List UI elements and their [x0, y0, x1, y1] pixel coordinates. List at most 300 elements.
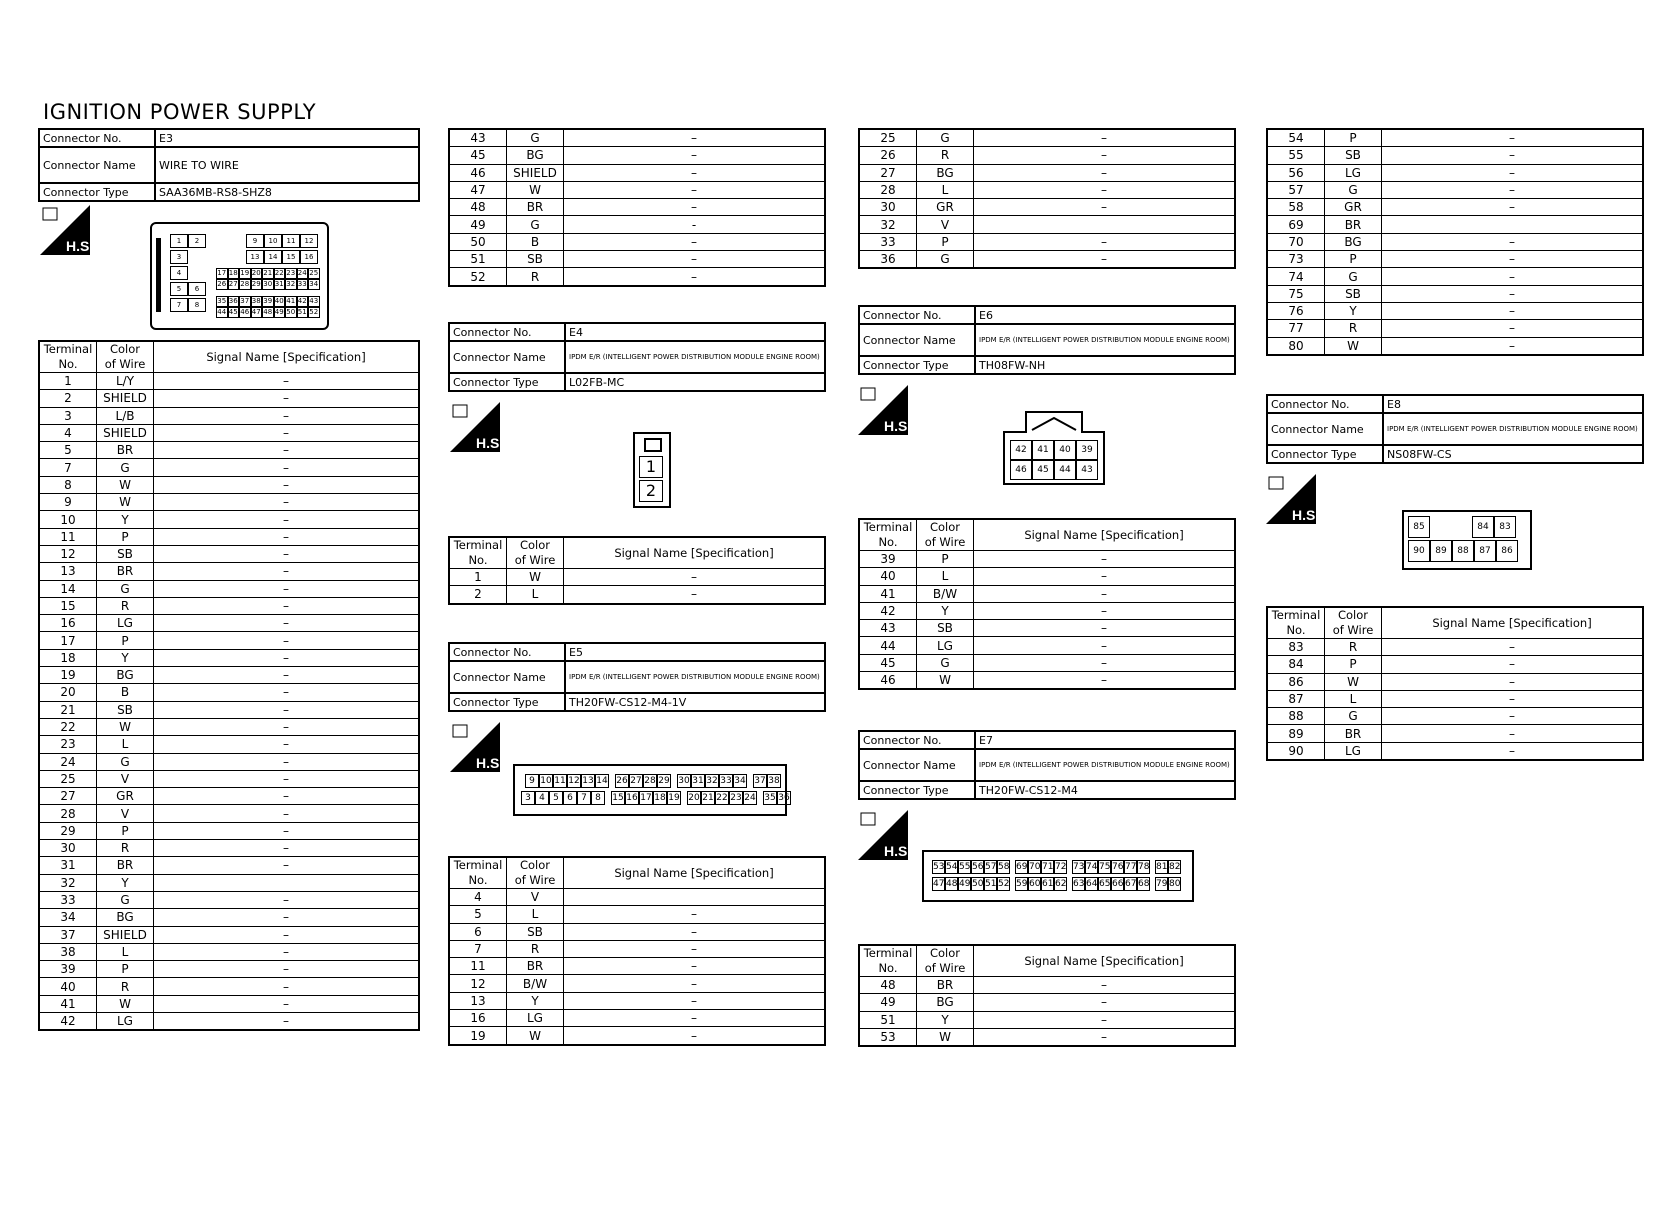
signal-name: –	[1382, 656, 1644, 673]
wire-color: SHIELD	[507, 164, 564, 181]
table-row	[1267, 725, 1643, 742]
table-row	[859, 602, 1235, 619]
connector-type-value: TH20FW-CS12-M4-1V	[565, 693, 825, 711]
harness-side-icon	[450, 722, 504, 772]
pin: 36	[228, 297, 238, 305]
terminal-no: 75	[1267, 285, 1325, 302]
terminal-no: 42	[859, 602, 917, 619]
wire-color: BR	[97, 442, 154, 459]
pin: 77	[1125, 862, 1137, 872]
table-row	[39, 736, 419, 753]
wire-color: R	[1325, 320, 1382, 337]
pin: 33	[720, 776, 732, 786]
pin: 27	[228, 280, 238, 288]
pin: 17	[640, 793, 652, 803]
table-row	[1267, 181, 1643, 198]
pin: 30	[263, 280, 273, 288]
pin: 28	[240, 280, 250, 288]
signal-name: –	[974, 568, 1236, 585]
signal-name: –	[564, 992, 826, 1009]
table-row	[859, 551, 1235, 568]
terminal-no: 5	[449, 906, 507, 923]
signal-name: –	[154, 649, 420, 666]
table-row	[39, 840, 419, 857]
table-row	[859, 164, 1235, 181]
pin: 11	[554, 776, 566, 786]
signal-name	[564, 889, 826, 906]
terminal-table-e4	[448, 536, 826, 605]
pin: 47	[933, 879, 945, 889]
connector-no-value: E3	[155, 129, 419, 147]
table-row	[1267, 164, 1643, 181]
pin: 41	[286, 297, 296, 305]
wire-color: W	[1325, 337, 1382, 355]
header-signal: Signal Name [Specification]	[564, 857, 826, 889]
table-row	[39, 1012, 419, 1030]
pin: 71	[1042, 862, 1054, 872]
pin: 78	[1138, 862, 1150, 872]
pin: 33	[297, 280, 307, 288]
pin: 8	[591, 791, 605, 805]
terminal-no: 21	[39, 701, 97, 718]
signal-name: –	[974, 147, 1236, 164]
connector-no-value: E7	[975, 731, 1235, 749]
pin: 37	[240, 297, 250, 305]
terminal-no: 16	[39, 615, 97, 632]
terminal-no: 10	[39, 511, 97, 528]
pin: 53	[933, 862, 945, 872]
table-row	[39, 770, 419, 787]
header-signal: Signal Name [Specification]	[1382, 607, 1644, 639]
terminal-no: 11	[449, 958, 507, 975]
pin: 38	[768, 776, 780, 786]
table-row	[39, 563, 419, 580]
pin: 28	[644, 776, 656, 786]
terminal-no: 1	[449, 569, 507, 586]
pin: 3	[170, 250, 188, 264]
terminal-no: 33	[859, 233, 917, 250]
pin: 5	[549, 791, 563, 805]
svg-text:H.S.: H.S.	[66, 238, 94, 254]
wire-color: G	[1325, 268, 1382, 285]
table-row	[859, 129, 1235, 147]
pin: 10	[540, 776, 552, 786]
wire-color: W	[97, 718, 154, 735]
table-row	[449, 129, 825, 147]
pin: 20	[251, 269, 261, 277]
table-row	[39, 891, 419, 908]
header-terminal: Terminal No.	[449, 857, 507, 889]
terminal-no: 30	[859, 199, 917, 216]
pin: 59	[1016, 879, 1028, 889]
wire-color: BR	[97, 563, 154, 580]
terminal-no: 9	[39, 494, 97, 511]
signal-name: –	[564, 147, 826, 164]
wire-color: SB	[1325, 147, 1382, 164]
header-terminal: Terminal No.	[859, 519, 917, 551]
label-connector-name: Connector Name	[449, 661, 565, 693]
connector-info-e8	[1266, 394, 1644, 464]
signal-name: –	[154, 632, 420, 649]
terminal-no: 83	[1267, 639, 1325, 656]
wire-color: Y	[917, 602, 974, 619]
label-connector-no: Connector No.	[449, 323, 565, 341]
pin: 44	[217, 308, 227, 316]
signal-name: –	[974, 977, 1236, 994]
signal-name: –	[564, 1027, 826, 1045]
pin: 51	[297, 308, 307, 316]
wire-color: G	[97, 753, 154, 770]
pin: 84	[1472, 516, 1494, 538]
pin: 27	[630, 776, 642, 786]
pin: 76	[1112, 862, 1124, 872]
table-row	[39, 511, 419, 528]
terminal-no: 39	[39, 961, 97, 978]
header-color: Color of Wire	[97, 341, 154, 373]
pin: 67	[1125, 879, 1137, 889]
pin: 7	[170, 298, 188, 312]
table-row	[859, 672, 1235, 690]
pin: 52	[309, 308, 319, 316]
wire-color: L	[97, 736, 154, 753]
label-connector-type: Connector Type	[449, 693, 565, 711]
signal-name: –	[154, 718, 420, 735]
signal-name: –	[564, 199, 826, 216]
pin: 12	[568, 776, 580, 786]
pin: 12	[300, 234, 318, 248]
wire-color: P	[917, 233, 974, 250]
wire-color: W	[97, 494, 154, 511]
label-connector-no: Connector No.	[449, 643, 565, 661]
terminal-no: 4	[449, 889, 507, 906]
pin: 30	[678, 776, 690, 786]
signal-name: –	[154, 511, 420, 528]
pin: 10	[264, 234, 282, 248]
table-row	[1267, 656, 1643, 673]
pin: 66	[1112, 879, 1124, 889]
pin: 11	[282, 234, 300, 248]
wire-color: R	[1325, 639, 1382, 656]
terminal-no: 77	[1267, 320, 1325, 337]
label-connector-no: Connector No.	[859, 306, 975, 324]
terminal-no: 5	[39, 442, 97, 459]
signal-name: –	[154, 373, 420, 390]
terminal-no: 43	[449, 129, 507, 147]
signal-name: –	[154, 753, 420, 770]
signal-name: –	[1382, 199, 1644, 216]
table-row	[1267, 251, 1643, 268]
table-row	[449, 233, 825, 250]
signal-name: –	[154, 545, 420, 562]
signal-name: –	[564, 940, 826, 957]
table-row	[39, 857, 419, 874]
wire-color: LG	[1325, 164, 1382, 181]
terminal-table-e3-continued	[448, 128, 826, 287]
signal-name: –	[974, 233, 1236, 250]
pin: 24	[297, 269, 307, 277]
connector-no-value: E4	[565, 323, 825, 341]
terminal-no: 28	[859, 181, 917, 198]
wire-color: BR	[1325, 725, 1382, 742]
connector-info-e5	[448, 642, 826, 712]
wire-color: L	[507, 586, 564, 604]
signal-name: –	[1382, 320, 1644, 337]
terminal-no: 13	[39, 563, 97, 580]
wire-color: Y	[97, 874, 154, 891]
pin: 49	[274, 308, 284, 316]
terminal-table-e6	[858, 518, 1236, 690]
table-row	[859, 181, 1235, 198]
terminal-no: 48	[449, 199, 507, 216]
pin: 34	[309, 280, 319, 288]
pin: 4	[170, 266, 188, 280]
terminal-no: 26	[859, 147, 917, 164]
label-connector-name: Connector Name	[1267, 413, 1383, 445]
pin: 23	[730, 793, 742, 803]
signal-name: –	[974, 551, 1236, 568]
signal-name: –	[154, 684, 420, 701]
terminal-no: 46	[859, 672, 917, 690]
signal-name: –	[154, 995, 420, 1012]
wire-color: G	[97, 891, 154, 908]
signal-name: –	[974, 251, 1236, 269]
pin: 85	[1408, 516, 1430, 538]
table-row	[1267, 742, 1643, 760]
table-row	[859, 568, 1235, 585]
connector-info-e7	[858, 730, 1236, 800]
pin: 40	[1054, 440, 1076, 460]
wire-color: W	[917, 672, 974, 690]
connector-info-e4	[448, 322, 826, 392]
table-row	[449, 958, 825, 975]
signal-name: –	[154, 442, 420, 459]
signal-name: –	[154, 494, 420, 511]
pin: 41	[1032, 440, 1054, 460]
table-row	[1267, 690, 1643, 707]
signal-name: –	[154, 736, 420, 753]
table-row	[39, 528, 419, 545]
signal-name: –	[154, 1012, 420, 1030]
pin: 83	[1494, 516, 1516, 538]
wire-color: P	[1325, 129, 1382, 147]
label-connector-type: Connector Type	[449, 373, 565, 391]
wire-color: BG	[1325, 233, 1382, 250]
connector-info-e3	[38, 128, 420, 202]
pin: 1	[639, 456, 663, 478]
header-color: Color of Wire	[507, 857, 564, 889]
table-row	[1267, 708, 1643, 725]
connector-info-e6	[858, 305, 1236, 375]
pin: 15	[612, 793, 624, 803]
pin: 64	[1086, 879, 1098, 889]
signal-name: –	[154, 580, 420, 597]
wire-color: W	[507, 181, 564, 198]
wire-color: BR	[1325, 216, 1382, 233]
pin: 70	[1029, 862, 1041, 872]
connector-name-value: IPDM E/R (INTELLIGENT POWER DISTRIBUTION MODULE ENGINE ROOM)	[1383, 413, 1643, 445]
wire-color: P	[97, 528, 154, 545]
wire-color: G	[917, 251, 974, 269]
table-row	[39, 632, 419, 649]
table-row	[859, 620, 1235, 637]
pin: 50	[286, 308, 296, 316]
table-row	[39, 874, 419, 891]
pin: 55	[959, 862, 971, 872]
wire-color: R	[97, 597, 154, 614]
label-connector-no: Connector No.	[1267, 395, 1383, 413]
wire-color: P	[1325, 251, 1382, 268]
terminal-no: 45	[859, 654, 917, 671]
signal-name: –	[1382, 337, 1644, 355]
terminal-no: 27	[859, 164, 917, 181]
wire-color: BG	[917, 994, 974, 1011]
terminal-no: 14	[39, 580, 97, 597]
pin: 47	[251, 308, 261, 316]
terminal-no: 54	[1267, 129, 1325, 147]
table-row	[39, 753, 419, 770]
harness-side-icon	[40, 205, 94, 255]
pin: 62	[1055, 879, 1067, 889]
pin: 61	[1042, 879, 1054, 889]
signal-name: –	[154, 528, 420, 545]
pin: 39	[263, 297, 273, 305]
header-color: Color of Wire	[1325, 607, 1382, 639]
connector-face-e8	[1402, 510, 1532, 570]
signal-name: –	[1382, 251, 1644, 268]
table-row	[39, 961, 419, 978]
signal-name: –	[154, 961, 420, 978]
pin: 88	[1452, 540, 1474, 562]
terminal-no: 32	[859, 216, 917, 233]
label-connector-name: Connector Name	[449, 341, 565, 373]
terminal-no: 88	[1267, 708, 1325, 725]
table-row	[1267, 320, 1643, 337]
harness-side-icon	[450, 402, 504, 452]
wire-color: SB	[507, 251, 564, 268]
wire-color: Y	[1325, 302, 1382, 319]
wire-color: LG	[97, 1012, 154, 1030]
table-row	[1267, 639, 1643, 656]
wire-color: SB	[1325, 285, 1382, 302]
wire-color: R	[97, 978, 154, 995]
table-row	[39, 407, 419, 424]
terminal-no: 46	[449, 164, 507, 181]
pin: 4	[535, 791, 549, 805]
terminal-no: 87	[1267, 690, 1325, 707]
pin: 46	[240, 308, 250, 316]
wire-color: BG	[97, 909, 154, 926]
signal-name	[1382, 216, 1644, 233]
header-color: Color of Wire	[917, 945, 974, 977]
terminal-no: 34	[39, 909, 97, 926]
harness-side-icon	[1266, 474, 1320, 524]
header-signal: Signal Name [Specification]	[974, 945, 1236, 977]
pin: 9	[525, 774, 539, 788]
terminal-table-e8	[1266, 606, 1644, 761]
table-row	[449, 586, 825, 604]
wire-color: LG	[1325, 742, 1382, 760]
pin: 63	[1073, 879, 1085, 889]
signal-name: –	[1382, 268, 1644, 285]
wire-color: SB	[97, 545, 154, 562]
signal-name: –	[974, 129, 1236, 147]
pin: 29	[251, 280, 261, 288]
signal-name: –	[1382, 725, 1644, 742]
terminal-no: 37	[39, 926, 97, 943]
pin: 16	[300, 250, 318, 264]
header-terminal: Terminal No.	[39, 341, 97, 373]
connector-name-value: IPDM E/R (INTELLIGENT POWER DISTRIBUTION MODULE ENGINE ROOM)	[565, 341, 825, 373]
signal-name: -	[564, 216, 826, 233]
wire-color: GR	[1325, 199, 1382, 216]
wire-color: G	[507, 216, 564, 233]
connector-type-value: TH08FW-NH	[975, 356, 1235, 374]
table-row	[39, 926, 419, 943]
label-connector-name: Connector Name	[39, 147, 155, 183]
table-row	[1267, 233, 1643, 250]
signal-name: –	[154, 909, 420, 926]
terminal-no: 22	[39, 718, 97, 735]
table-row	[449, 164, 825, 181]
table-row	[39, 476, 419, 493]
signal-name: –	[1382, 690, 1644, 707]
label-connector-no: Connector No.	[39, 129, 155, 147]
pin: 42	[297, 297, 307, 305]
wire-color: Y	[917, 1011, 974, 1028]
wire-color: L	[917, 568, 974, 585]
table-row	[39, 701, 419, 718]
table-row	[859, 994, 1235, 1011]
pin: 19	[668, 793, 680, 803]
signal-name: –	[564, 164, 826, 181]
wire-color: R	[507, 268, 564, 286]
pin: 72	[1055, 862, 1067, 872]
pin: 40	[274, 297, 284, 305]
wire-color: BG	[917, 164, 974, 181]
signal-name: –	[154, 840, 420, 857]
wire-color: G	[97, 459, 154, 476]
terminal-no: 80	[1267, 337, 1325, 355]
table-row	[449, 1010, 825, 1027]
wire-color: B	[507, 233, 564, 250]
pin: 38	[251, 297, 261, 305]
pin: 51	[985, 879, 997, 889]
connector-name-value: WIRE TO WIRE	[155, 147, 419, 183]
terminal-no: 70	[1267, 233, 1325, 250]
wire-color: P	[97, 822, 154, 839]
connector-no-value: E5	[565, 643, 825, 661]
terminal-no: 11	[39, 528, 97, 545]
signal-name: –	[154, 459, 420, 476]
table-row	[449, 889, 825, 906]
table-row	[39, 978, 419, 995]
table-row	[1267, 129, 1643, 147]
pin: 75	[1099, 862, 1111, 872]
table-row	[449, 569, 825, 586]
wire-color: Y	[97, 649, 154, 666]
wire-color: W	[507, 569, 564, 586]
signal-name: –	[1382, 181, 1644, 198]
pin: 9	[246, 234, 264, 248]
pin: 3	[521, 791, 535, 805]
pin: 26	[616, 776, 628, 786]
wire-color: LG	[97, 615, 154, 632]
table-row	[1267, 302, 1643, 319]
pin: 35	[217, 297, 227, 305]
wire-color: V	[507, 889, 564, 906]
label-connector-type: Connector Type	[859, 781, 975, 799]
signal-name: –	[974, 637, 1236, 654]
